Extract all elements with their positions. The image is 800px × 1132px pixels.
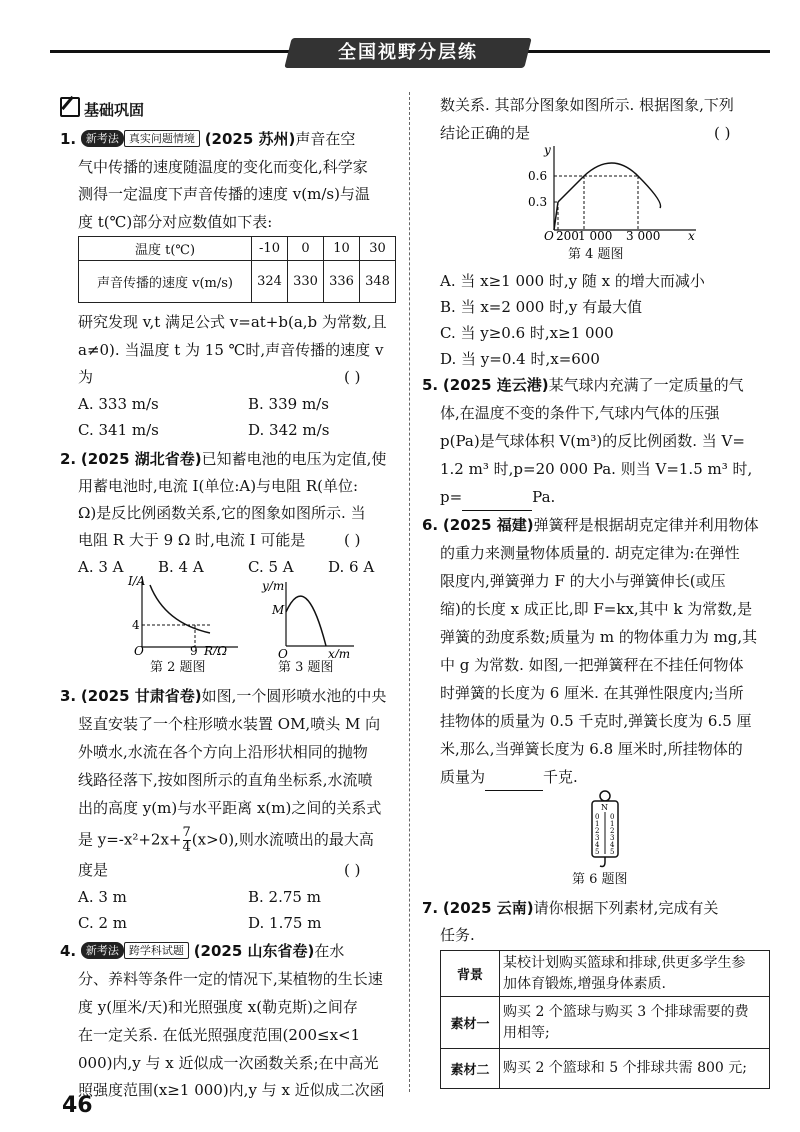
row-label: 素材一 (441, 997, 500, 1049)
linear-segment (558, 176, 584, 202)
x-tick: 200 (556, 229, 579, 242)
x-label: x (688, 229, 695, 242)
q3-line2: 竖直安装了一个柱形喷水装置 OM,喷头 M 向 (78, 715, 381, 733)
q2-caption: 第 2 题图 (150, 660, 206, 675)
q1-line7: 为 (78, 368, 94, 386)
q1-answer-paren: ( ) (344, 368, 361, 386)
q3-graph (258, 578, 358, 658)
q4-line4: 在一定关系. 在低光照强度范围(200≤x<1 (78, 1026, 361, 1044)
q5-line4: 1.2 m³ 时,p=20 000 Pa. 则当 V=1.5 m³ 时, (440, 460, 753, 478)
svg-text:2: 2 (610, 827, 615, 835)
q2-line1: 2. (2025 湖北省卷)已知蓄电池的电压为定值,使 (60, 450, 387, 468)
q1-table (78, 236, 396, 303)
svg-text:2: 2 (595, 827, 600, 835)
q2-line4: 电阻 R 大于 9 Ω 时,电流 I 可能是 (78, 531, 306, 549)
svg-text:0: 0 (595, 813, 600, 821)
new-method-tag: 新考法 (81, 942, 124, 959)
q6-line4: 缩)的长度 x 成正比,即 F=kx,其中 k 为常数,是 (440, 600, 753, 618)
hyperbola-curve (150, 585, 210, 633)
row-label: 素材二 (441, 1049, 500, 1089)
q1-option-b: B. 339 m/s (248, 395, 329, 413)
svg-text:4: 4 (610, 841, 615, 849)
q6-line9: 米,那么,当弹簧长度为 6.8 厘米时,所挂物体的 (440, 740, 743, 758)
q6-line6: 中 g 为常数. 如图,一把弹簧秤在不挂任何物体 (440, 656, 744, 674)
table-row (441, 997, 770, 1049)
pencil-icon (60, 97, 80, 117)
q2-line2: 用蓄电池时,电流 I(单位:A)与电阻 R(单位: (78, 477, 359, 495)
q6-line3: 限度内,弹簧弹力 F 的大小与弹簧伸长(或压 (440, 572, 726, 590)
q3-line3: 外喷水,水流在各个方向上沿形状相同的抛物 (78, 743, 368, 761)
q4-line8: 结论正确的是 (440, 124, 531, 142)
q4-option-a: A. 当 x≥1 000 时,y 随 x 的增大而减小 (440, 272, 705, 290)
q3-line5: 出的高度 y(m)与水平距离 x(m)之间的关系式 (78, 799, 382, 817)
section-title: 基础巩固 (60, 97, 144, 120)
q1-option-d: D. 342 m/s (248, 421, 330, 439)
q1-line5: 研究发现 v,t 满足公式 v=at+b(a,b 为常数,且 (78, 313, 387, 331)
q6-line2: 的重力来测量物体质量的. 胡克定律为:在弹性 (440, 544, 740, 562)
bottom-hook (600, 857, 605, 867)
q3-line1: 3. (2025 甘肃省卷)如图,一个圆形喷水池的中央 (60, 687, 387, 705)
q4-caption: 第 4 题图 (568, 247, 624, 262)
row-text: 购买 2 个篮球与购买 3 个排球需要的费 用相等; (500, 997, 770, 1049)
q5-line5: p= Pa. (440, 484, 555, 511)
x-label: x/m (328, 647, 351, 658)
q5-line1: 5. (2025 连云港)某气球内充满了一定质量的气 (422, 376, 744, 394)
row-text: 某校计划购买篮球和排球,供更多学生参 加体育锻炼,增强身体素质. (500, 951, 770, 997)
q3-option-c: C. 2 m (78, 914, 128, 932)
q6-line10: 质量为 千克. (440, 764, 578, 791)
q2-line3: Ω)是反比例函数关系,它的图象如图所示. 当 (78, 504, 366, 522)
table-header-temp: 温度 t(℃) (79, 237, 252, 261)
row-label: 背景 (441, 951, 500, 997)
table-cell: -10 (252, 237, 288, 261)
q5-answer-blank (462, 484, 532, 511)
q4-line3: 度 y(厘米/天)和光照强度 x(勒克斯)之间存 (78, 998, 358, 1016)
q7-line1: 7. (2025 云南)请你根据下列素材,完成有关 (422, 899, 719, 917)
svg-text:5: 5 (610, 848, 615, 856)
header-banner: 全国视野分层练 (338, 42, 478, 63)
scenario-tag: 真实问题情境 (124, 130, 200, 147)
svg-text:0: 0 (610, 813, 615, 821)
q4-graph (520, 142, 700, 242)
y-tick: 4 (132, 618, 140, 632)
x-tick: 3 000 (626, 229, 661, 242)
q4-answer-paren: ( ) (714, 124, 731, 142)
spring-scale-image (580, 790, 630, 870)
column-divider (409, 92, 410, 1092)
q2-option-b: B. 4 A (158, 558, 204, 576)
point-m-label: M (272, 603, 285, 617)
svg-text:3: 3 (595, 834, 600, 842)
q3-line6: 是 y=-x²+2x+ $\frac{7}{4}$ (x>0),则水流喷出的最大高 (78, 825, 374, 855)
x-label: R/Ω (204, 644, 228, 655)
q2-answer-paren: ( ) (344, 531, 361, 549)
table-row (441, 951, 770, 997)
table-cell: 324 (252, 261, 288, 303)
y-label: y/m (262, 579, 285, 593)
q1-line4: 度 t(℃)部分对应数值如下表: (78, 213, 273, 231)
table-cell: 348 (360, 261, 396, 303)
scale-unit-label: N (601, 803, 608, 812)
q2-option-c: C. 5 A (248, 558, 294, 576)
hook-ring (600, 791, 610, 801)
svg-text:3: 3 (610, 834, 615, 842)
q4-option-c: C. 当 y≥0.6 时,x≥1 000 (440, 324, 614, 342)
q5-line2: 体,在温度不变的条件下,气球内气体的压强 (440, 404, 720, 422)
q3-caption: 第 3 题图 (278, 660, 334, 675)
q6-answer-blank (485, 764, 543, 791)
svg-text:4: 4 (595, 841, 600, 849)
cross-subject-tag: 跨学科试题 (124, 942, 189, 959)
q3-option-b: B. 2.75 m (248, 888, 321, 906)
q1-line2: 气中传播的速度随温度的变化而变化,科学家 (78, 158, 368, 176)
q6-line1: 6. (2025 福建)弹簧秤是根据胡克定律并利用物体 (422, 516, 759, 534)
y-tick: 0.3 (528, 195, 548, 209)
q1-option-a: A. 333 m/s (78, 395, 159, 413)
x-tick: 9 (190, 644, 198, 655)
new-method-tag: 新考法 (81, 130, 124, 147)
q4-line5: 000)内,y 与 x 近似成一次函数关系;在中高光 (78, 1054, 379, 1072)
table-cell: 330 (288, 261, 324, 303)
q4-option-d: D. 当 y=0.4 时,x=600 (440, 350, 600, 368)
y-label: y (544, 143, 551, 157)
table-header-speed: 声音传播的速度 v(m/s) (79, 261, 252, 303)
q1-line6: a≠0). 当温度 t 为 15 ℃时,声音传播的速度 v (78, 341, 384, 359)
q3-line7: 度是 (78, 861, 109, 879)
origin-label: O (544, 229, 554, 242)
y-tick: 0.6 (528, 169, 548, 183)
q2-option-d: D. 6 A (328, 558, 375, 576)
q3-line4: 线路径落下,按如图所示的直角坐标系,水流喷 (78, 771, 373, 789)
page-number: 46 (62, 1093, 93, 1118)
table-row (441, 1049, 770, 1089)
q4-line1: 4. 新考法 跨学科试题 (2025 山东省卷)在水 (60, 942, 345, 960)
table-cell: 10 (324, 237, 360, 261)
q4-line6: 照强度范围(x≥1 000)内,y 与 x 近似成二次函 (78, 1081, 385, 1099)
q5-line3: p(Pa)是气球体积 V(m³)的反比例函数. 当 V= (440, 432, 745, 450)
y-label: I/A (128, 575, 146, 588)
q2-option-a: A. 3 A (78, 558, 124, 576)
q4-option-b: B. 当 x=2 000 时,y 有最大值 (440, 298, 643, 316)
q4-line7: 数关系. 其部分图象如图所示. 根据图象,下列 (440, 96, 734, 114)
q6-line8: 挂物体的质量为 0.5 千克时,弹簧长度为 6.5 厘 (440, 712, 752, 730)
q1-line3: 测得一定温度下声音传播的速度 v(m/s)与温 (78, 185, 370, 203)
x-tick: 1 000 (578, 229, 613, 242)
q2-graph (120, 575, 240, 655)
quadratic-curve (584, 163, 661, 208)
table-cell: 30 (360, 237, 396, 261)
parabola-curve (286, 596, 326, 646)
q1-option-c: C. 341 m/s (78, 421, 159, 439)
row-text: 购买 2 个篮球和 5 个排球共需 800 元; (500, 1049, 770, 1089)
table-cell: 0 (288, 237, 324, 261)
q6-line5: 弹簧的劲度系数;质量为 m 的物体重力为 mg,其 (440, 628, 758, 646)
table-cell: 336 (324, 261, 360, 303)
q3-option-a: A. 3 m (78, 888, 127, 906)
q3-answer-paren: ( ) (344, 861, 361, 879)
q4-line2: 分、养料等条件一定的情况下,某植物的生长速 (78, 970, 383, 988)
q7-materials-table (440, 950, 770, 1089)
svg-text:5: 5 (595, 848, 600, 856)
svg-text:1: 1 (595, 820, 600, 828)
svg-text:1: 1 (610, 820, 615, 828)
q7-line2: 任务. (440, 926, 475, 944)
q6-caption: 第 6 题图 (572, 872, 628, 887)
q3-option-d: D. 1.75 m (248, 914, 322, 932)
origin-label: O (278, 647, 288, 658)
q6-line7: 时弹簧的长度为 6 厘米. 在其弹性限度内;当所 (440, 684, 744, 702)
q1-line1: 1. 新考法 真实问题情境 (2025 苏州)声音在空 (60, 130, 356, 148)
origin-label: O (134, 644, 144, 655)
